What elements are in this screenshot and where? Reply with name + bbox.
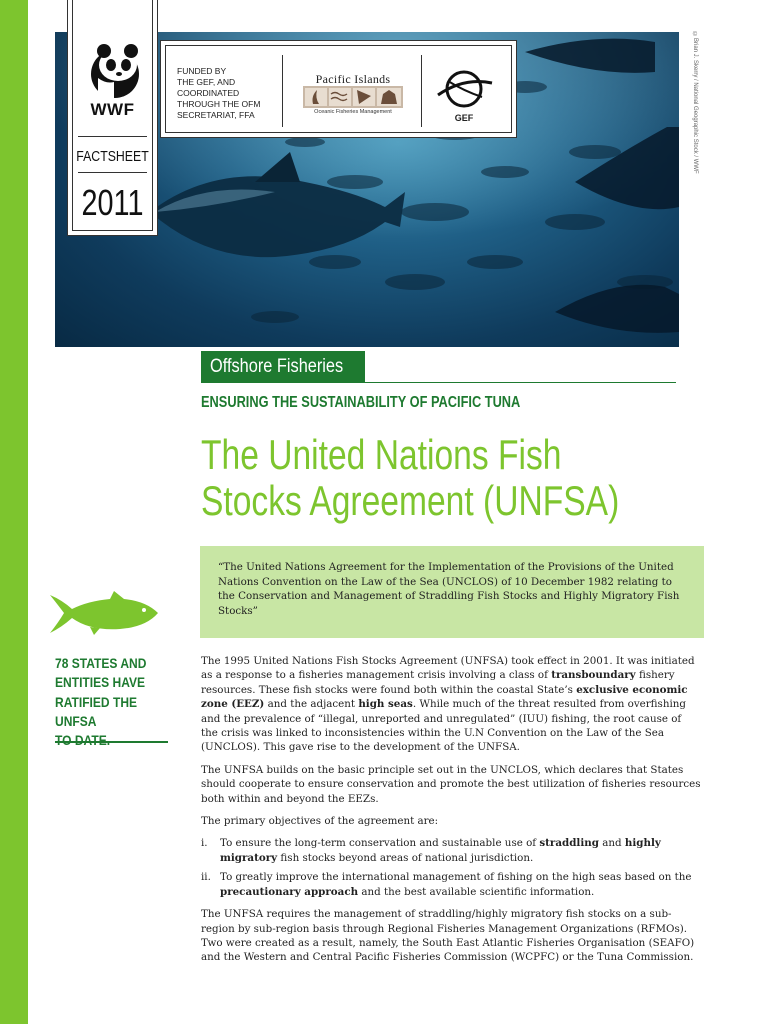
wwf-wordmark: WWF: [90, 100, 135, 119]
funding-statement: FUNDED BY THE GEF, AND COORDINATED THROUGH THE OFM SECRETARIAT, FFA: [177, 66, 261, 120]
stat-rule: [55, 741, 168, 743]
pacific-islands-subtitle: Oceanic Fisheries Management: [314, 109, 392, 115]
gef-wordmark: GEF: [454, 113, 474, 123]
tuna-fish-icon: [50, 591, 158, 637]
page-title: The United Nations Fish Stocks Agreement (UNFSA): [201, 431, 620, 524]
agreement-full-title-quote: “The United Nations Agreement for the Implementation of the Provisions of the United Nations Convention on the Law of the Sea (UNCLOS) of 10 December 1982 relating to the Conservation and Management of Straddling Fish Stocks and Highly Migratory Fish Stocks”: [200, 546, 704, 638]
funding-partners-box: [160, 40, 517, 138]
factsheet-label: FACTSHEET: [76, 148, 149, 165]
paragraph-objectives-lead: The primary objectives of the agreement are:: [201, 815, 439, 828]
pacific-islands-title: Pacific Islands: [315, 72, 391, 86]
factsheet-year: 2011: [81, 182, 144, 223]
paragraph-intro: The 1995 United Nations Fish Stocks Agreement (UNFSA) took effect in 2001. It was initiated as a response to a fisheries management crisis involving a class of transboundary fishery resources. These fish stocks were found both within the coastal State’s exclusive economic zone (EEZ) and the adjacent high seas. While much of the threat resulted from overfishing and the prevalence of “illegal, unreported and unregulated” (IUU) fishing, the root cause of the crisis was linked to inconsistencies within the U.N Convention on the Law of the Sea (UNCLOS). This gave rise to the development of the UNFSA.: [201, 655, 695, 754]
funding-divider: [421, 55, 422, 127]
objective-item: i. To ensure the long-term conservation and sustainable use of straddling and highly migratory fish stocks beyond areas of national jurisdiction.: [201, 837, 661, 864]
left-accent-bar: [0, 0, 28, 1024]
badge-divider: [78, 136, 147, 137]
gef-globe-logo: [434, 67, 494, 111]
wwf-panda-logo: [84, 40, 142, 100]
body-text: [201, 654, 701, 973]
section-rule: [365, 382, 676, 383]
wwf-badge: [67, 0, 158, 236]
photo-credit: ©Brian J. Skerry / National Geographic Stock / WWF: [692, 32, 698, 174]
objective-item: ii. To greatly improve the international management of fishing on the high seas based on the precautionary approach and the best available scientific information.: [201, 871, 692, 898]
badge-divider: [78, 172, 147, 173]
pacific-islands-emblem-icon: [303, 86, 403, 108]
paragraph-principle: The UNFSA builds on the basic principle set out in the UNCLOS, which declares that States should cooperate to ensure conservation and promote the best utilization of fisheries resources both within and beyond the EEZs.: [201, 763, 701, 805]
section-label: Offshore Fisheries: [201, 351, 365, 383]
funding-divider: [282, 55, 283, 127]
paragraph-rfmos: The UNFSA requires the management of straddling/highly migratory fish stocks on a sub-region by sub-region basis through Regional Fisheries Management Organizations (RFMOs). Two were created as a result, namely, the South East Atlantic Fisheries Organisation (SEAFO) and the Western and Central Pacific Fisheries Commission (WCPFC) or the Tuna Commission.: [201, 908, 695, 964]
ratification-stat: 78 STATES AND ENTITIES HAVE RATIFIED THE UNFSA TO DATE.: [55, 655, 147, 749]
page-subtitle: ENSURING THE SUSTAINABILITY OF PACIFIC TUNA: [201, 394, 521, 411]
